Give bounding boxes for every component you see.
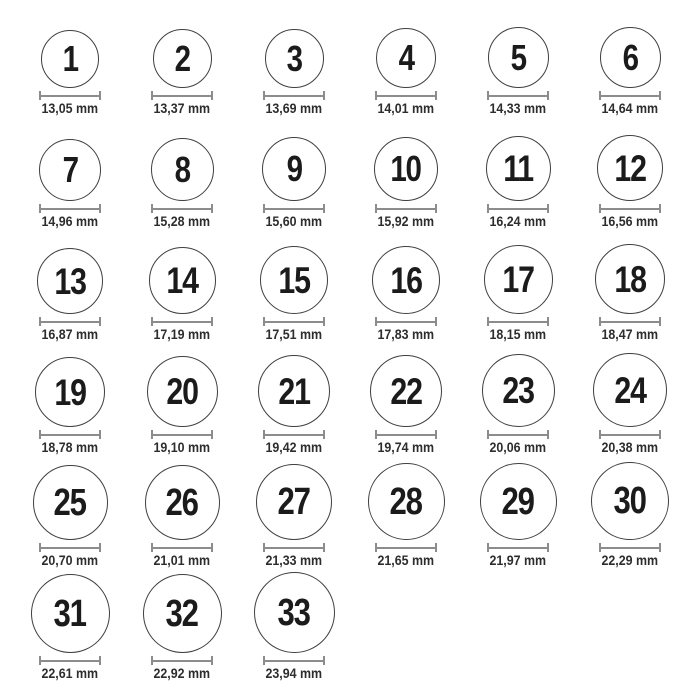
ring-circle <box>376 28 436 88</box>
measure-bar <box>376 547 436 549</box>
diameter-label: 21,33 mm <box>265 553 323 569</box>
diameter-measure-line <box>263 430 325 439</box>
diameter-measure-line <box>375 317 437 326</box>
measure-bar <box>264 321 324 323</box>
diameter-label: 14,33 mm <box>489 101 547 117</box>
diameter-measure-line <box>599 204 661 213</box>
measure-bar <box>264 434 324 436</box>
ring-size-number: 6 <box>622 36 638 78</box>
ring-size-cell <box>126 569 238 682</box>
ring-size-cell <box>462 4 574 117</box>
diameter-measure-line <box>39 317 101 326</box>
ring-size-cell <box>462 230 574 343</box>
diameter-label: 18,78 mm <box>41 440 99 456</box>
diameter-measure-line <box>151 656 213 665</box>
diameter-measure-line <box>487 317 549 326</box>
diameter-measure-line <box>39 91 101 100</box>
ring-circle <box>153 29 212 88</box>
measure-bar <box>264 95 324 97</box>
diameter-label: 16,56 mm <box>601 214 659 230</box>
diameter-measure-line <box>263 91 325 100</box>
ring-size-cell <box>350 230 462 343</box>
measure-bar <box>40 434 100 436</box>
measure-bar <box>152 321 212 323</box>
ring-size-cell <box>126 456 238 569</box>
ring-size-cell <box>350 456 462 569</box>
ring-size-cell <box>462 343 574 456</box>
ring-size-cell <box>238 456 350 569</box>
ring-size-number: 20 <box>166 371 198 413</box>
diameter-measure-line <box>263 543 325 552</box>
diameter-label: 13,37 mm <box>153 101 211 117</box>
diameter-measure-line <box>39 543 101 552</box>
ring-size-cell <box>350 343 462 456</box>
diameter-label: 21,65 mm <box>377 553 435 569</box>
measure-bar <box>152 660 212 662</box>
measure-bar <box>376 208 436 210</box>
ring-size-number: 15 <box>278 259 310 301</box>
ring-size-number: 23 <box>502 370 534 412</box>
measure-bar <box>40 95 100 97</box>
diameter-measure-line <box>263 317 325 326</box>
ring-size-cell <box>126 117 238 230</box>
ring-size-cell <box>238 230 350 343</box>
measure-bar <box>376 321 436 323</box>
ring-size-number: 14 <box>166 260 198 302</box>
ring-size-cell <box>14 569 126 682</box>
ring-circle <box>374 137 438 201</box>
diameter-measure-line <box>487 91 549 100</box>
measure-bar <box>488 434 548 436</box>
measure-bar <box>600 208 660 210</box>
ring-size-number: 16 <box>390 259 422 301</box>
ring-size-number: 25 <box>53 481 87 524</box>
diameter-measure-line <box>263 204 325 213</box>
diameter-measure-line <box>151 317 213 326</box>
ring-circle <box>147 356 218 427</box>
ring-size-cell <box>574 230 686 343</box>
measure-bar <box>152 547 212 549</box>
ring-size-cell <box>462 117 574 230</box>
diameter-label: 19,10 mm <box>153 440 211 456</box>
diameter-label: 19,74 mm <box>377 440 435 456</box>
ring-size-number: 31 <box>53 592 87 635</box>
ring-size-cell <box>14 456 126 569</box>
ring-circle <box>151 138 214 201</box>
measure-bar <box>40 547 100 549</box>
ring-circle <box>41 30 99 88</box>
ring-size-cell <box>238 343 350 456</box>
ring-size-cell <box>350 4 462 117</box>
ring-circle <box>484 245 553 314</box>
measure-bar <box>488 95 548 97</box>
diameter-label: 20,70 mm <box>41 553 99 569</box>
measure-bar <box>40 660 100 662</box>
diameter-measure-line <box>487 204 549 213</box>
diameter-measure-line <box>151 430 213 439</box>
diameter-label: 14,96 mm <box>41 214 99 230</box>
diameter-label: 20,38 mm <box>601 440 659 456</box>
ring-circle <box>149 247 216 314</box>
measure-bar <box>376 434 436 436</box>
ring-circle <box>37 248 103 314</box>
ring-size-cell <box>574 343 686 456</box>
ring-size-number: 11 <box>503 148 533 190</box>
ring-circle <box>370 355 442 427</box>
diameter-label: 22,61 mm <box>41 666 99 682</box>
diameter-measure-line <box>375 204 437 213</box>
ring-size-cell <box>350 117 462 230</box>
measure-bar <box>488 321 548 323</box>
diameter-label: 19,42 mm <box>265 440 323 456</box>
ring-circle <box>33 465 108 540</box>
ring-size-cell <box>238 117 350 230</box>
diameter-measure-line <box>599 543 661 552</box>
ring-size-number: 24 <box>614 369 646 411</box>
ring-circle <box>486 136 551 201</box>
diameter-measure-line <box>151 91 213 100</box>
diameter-label: 23,94 mm <box>265 666 323 682</box>
measure-bar <box>488 547 548 549</box>
diameter-measure-line <box>39 204 101 213</box>
ring-size-number: 7 <box>62 149 78 191</box>
ring-size-number: 9 <box>286 148 302 190</box>
diameter-measure-line <box>599 317 661 326</box>
ring-circle <box>265 29 324 88</box>
diameter-label: 17,83 mm <box>377 327 435 343</box>
measure-bar <box>40 208 100 210</box>
diameter-label: 13,69 mm <box>265 101 323 117</box>
diameter-label: 21,01 mm <box>153 553 211 569</box>
ring-circle <box>480 463 557 540</box>
ring-size-number: 10 <box>390 148 422 190</box>
measure-bar <box>600 321 660 323</box>
ring-size-cell <box>14 343 126 456</box>
ring-size-number: 26 <box>165 481 199 524</box>
ring-circle <box>258 355 330 427</box>
ring-circle <box>254 572 335 653</box>
ring-size-cell <box>14 230 126 343</box>
ring-circle <box>256 464 332 540</box>
diameter-measure-line <box>375 430 437 439</box>
ring-circle <box>35 357 105 427</box>
ring-size-number: 19 <box>54 371 86 413</box>
measure-bar <box>264 660 324 662</box>
measure-bar <box>152 434 212 436</box>
diameter-label: 15,60 mm <box>265 214 323 230</box>
diameter-label: 17,19 mm <box>153 327 211 343</box>
ring-size-number: 1 <box>62 38 78 80</box>
diameter-label: 21,97 mm <box>489 553 547 569</box>
ring-size-cell <box>14 117 126 230</box>
ring-size-cell <box>574 456 686 569</box>
ring-circle <box>593 353 667 427</box>
diameter-measure-line <box>375 91 437 100</box>
diameter-label: 16,24 mm <box>489 214 547 230</box>
ring-circle <box>591 462 669 540</box>
ring-size-cell <box>574 4 686 117</box>
ring-circle <box>368 463 445 540</box>
ring-size-number: 12 <box>614 147 646 189</box>
ring-circle <box>595 244 665 314</box>
ring-circle <box>39 139 101 201</box>
ring-size-number: 5 <box>510 36 526 78</box>
ring-circle <box>597 135 663 201</box>
ring-circle <box>260 246 328 314</box>
diameter-label: 15,92 mm <box>377 214 435 230</box>
diameter-label: 22,29 mm <box>601 553 659 569</box>
measure-bar <box>264 208 324 210</box>
ring-circle <box>600 27 661 88</box>
ring-size-number: 21 <box>278 370 310 412</box>
measure-bar <box>600 547 660 549</box>
diameter-measure-line <box>151 204 213 213</box>
ring-size-cell <box>126 343 238 456</box>
measure-bar <box>488 208 548 210</box>
ring-circle <box>262 137 326 201</box>
diameter-label: 15,28 mm <box>153 214 211 230</box>
measure-bar <box>600 95 660 97</box>
ring-size-number: 17 <box>502 259 534 301</box>
diameter-label: 18,15 mm <box>489 327 547 343</box>
ring-size-number: 33 <box>277 591 311 634</box>
diameter-label: 17,51 mm <box>265 327 323 343</box>
diameter-label: 20,06 mm <box>489 440 547 456</box>
ring-circle <box>143 574 222 653</box>
ring-circle <box>488 27 549 88</box>
measure-bar <box>152 208 212 210</box>
ring-size-number: 13 <box>54 260 86 302</box>
diameter-measure-line <box>599 91 661 100</box>
diameter-label: 13,05 mm <box>41 101 99 117</box>
diameter-label: 16,87 mm <box>41 327 99 343</box>
ring-size-cell <box>238 569 350 682</box>
diameter-measure-line <box>39 656 101 665</box>
ring-size-number: 29 <box>501 480 535 523</box>
diameter-measure-line <box>39 430 101 439</box>
ring-circle <box>31 574 110 653</box>
ring-size-number: 8 <box>174 148 190 190</box>
ring-size-cell <box>574 117 686 230</box>
diameter-measure-line <box>487 543 549 552</box>
ring-circle <box>145 465 220 540</box>
ring-size-number: 30 <box>613 480 647 523</box>
diameter-label: 18,47 mm <box>601 327 659 343</box>
measure-bar <box>600 434 660 436</box>
ring-size-cell <box>462 456 574 569</box>
measure-bar <box>40 321 100 323</box>
diameter-label: 14,64 mm <box>601 101 659 117</box>
ring-size-number: 4 <box>398 37 414 79</box>
diameter-measure-line <box>151 543 213 552</box>
ring-size-number: 18 <box>614 258 646 300</box>
diameter-measure-line <box>375 543 437 552</box>
ring-size-number: 28 <box>389 480 423 523</box>
measure-bar <box>376 95 436 97</box>
diameter-label: 14,01 mm <box>377 101 435 117</box>
ring-size-cell <box>126 4 238 117</box>
diameter-measure-line <box>263 656 325 665</box>
diameter-measure-line <box>487 430 549 439</box>
ring-size-number: 3 <box>286 37 302 79</box>
ring-size-number: 22 <box>390 370 422 412</box>
measure-bar <box>264 547 324 549</box>
ring-size-number: 2 <box>174 37 190 79</box>
ring-size-cell <box>238 4 350 117</box>
ring-size-number: 27 <box>277 481 311 524</box>
diameter-measure-line <box>599 430 661 439</box>
ring-circle <box>482 354 555 427</box>
ring-size-number: 32 <box>165 592 199 635</box>
diameter-label: 22,92 mm <box>153 666 211 682</box>
ring-size-cell <box>126 230 238 343</box>
ring-size-cell <box>14 4 126 117</box>
measure-bar <box>152 95 212 97</box>
ring-circle <box>372 246 440 314</box>
